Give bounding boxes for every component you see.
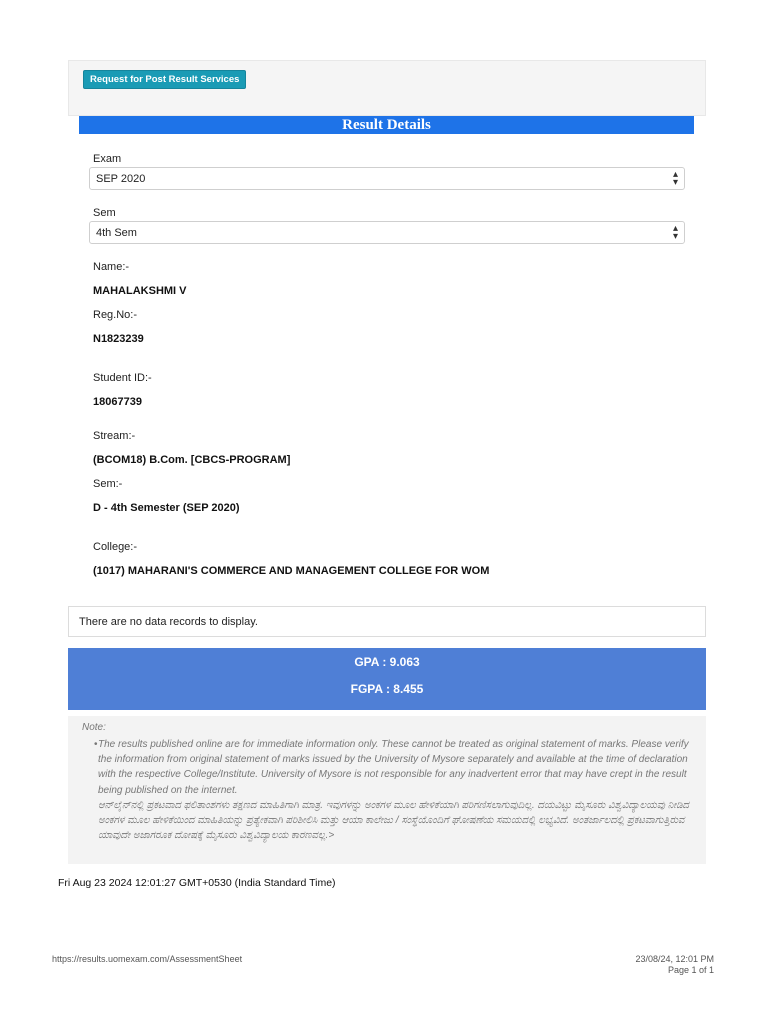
exam-label: Exam — [93, 153, 122, 165]
footer-url: https://results.uomexam.com/AssessmentSheet — [52, 954, 243, 964]
stream-value: (BCOM18) B.Com. [CBCS-PROGRAM] — [93, 454, 291, 466]
college-label: College:- — [93, 541, 138, 553]
sem-value: D - 4th Semester (SEP 2020) — [93, 502, 240, 514]
print-timestamp: Fri Aug 23 2024 12:01:27 GMT+0530 (India Standard Time) — [58, 877, 336, 889]
gpa-value: GPA : 9.063 — [354, 655, 420, 669]
note-body — [98, 737, 693, 843]
note-text-english: The results published online are for immediate information only. These cannot be treated as original statement of marks. Please verify the information from original statement of marks issued by the University of Mysore separately and available at the time of declaration with the respective College/Institute. University of Mysore is not responsible for any inadvertent error that may have crept in the result being published on the internet. — [98, 739, 689, 796]
reg-no-label: Reg.No:- — [93, 309, 138, 321]
disclaimer-note — [68, 716, 706, 864]
sem-label: Sem:- — [93, 478, 123, 490]
score-panel — [68, 648, 706, 710]
select-arrows-icon: ▴ ▾ — [672, 223, 678, 242]
footer-date: 23/08/24, 12:01 PM — [635, 954, 714, 964]
fgpa-value: FGPA : 8.455 — [350, 682, 424, 696]
reg-no-value: N1823239 — [93, 333, 144, 345]
stream-label: Stream:- — [93, 430, 136, 442]
exam-select[interactable] — [89, 167, 685, 190]
student-id-label: Student ID:- — [93, 372, 152, 384]
footer-page-number: Page 1 of 1 — [667, 965, 714, 975]
bullet-icon: • — [94, 739, 98, 750]
sem-select-label: Sem — [93, 207, 116, 219]
select-arrows-icon: ▴ ▾ — [672, 169, 678, 188]
college-value: (1017) MAHARANI'S COMMERCE AND MANAGEMENT COLLEGE FOR WOM — [93, 565, 490, 577]
sem-select-value: 4th Sem — [96, 227, 137, 239]
toolbar-strip — [68, 60, 706, 116]
sem-select[interactable] — [89, 221, 685, 244]
student-id-value: 18067739 — [93, 396, 142, 408]
note-title: Note: — [82, 722, 106, 733]
results-table-empty — [68, 606, 706, 637]
result-card — [68, 60, 706, 715]
post-result-services-button[interactable]: Request for Post Result Services — [83, 70, 246, 89]
exam-select-value: SEP 2020 — [96, 173, 146, 185]
section-title: Result Details — [79, 116, 694, 134]
student-name: MAHALAKSHMI V — [93, 285, 187, 297]
note-text-kannada: ಆನ್‌ಲೈನ್‌ನಲ್ಲಿ ಪ್ರಕಟವಾದ ಫಲಿತಾಂಶಗಳು ತಕ್ಷಣದ ಮಾಹಿತಿಗಾಗಿ ಮಾತ್ರ. ಇವುಗಳನ್ನು ಅಂಕಗಳ ಮೂಲ ಹೇಳಿಕೆಯಾಗಿ ಪರಿಗಣಿಸಲಾಗುವುದಿಲ್ಲ. ದಯವಿಟ್ಟು ಮೈಸೂರು ವಿಶ್ವವಿದ್ಯಾಲಯವು ನೀಡಿದ ಅಂಕಗಳ ಮೂಲ ಹೇಳಿಕೆಯಿಂದ ಮಾಹಿತಿಯನ್ನು ಪ್ರತ್ಯೇಕವಾಗಿ ಪರಿಶೀಲಿಸಿ ಮತ್ತು ಆಯಾ ಕಾಲೇಜು / ಸಂಸ್ಥೆಯೊಂದಿಗೆ ಘೋಷಣೆಯ ಸಮಯದಲ್ಲಿ ಲಭ್ಯವಿದೆ. ಅಂತರ್ಜಾಲದಲ್ಲಿ ಪ್ರಕಟವಾಗುತ್ತಿರುವ ಯಾವುದೇ ಅಜಾಗರೂಕ ದೋಷಕ್ಕೆ ಮೈಸೂರು ವಿಶ್ವವಿದ್ಯಾಲಯ ಕಾರಣವಲ್ಲ.> — [98, 799, 690, 842]
name-label: Name:- — [93, 261, 130, 273]
no-records-message: There are no data records to display. — [79, 616, 258, 628]
